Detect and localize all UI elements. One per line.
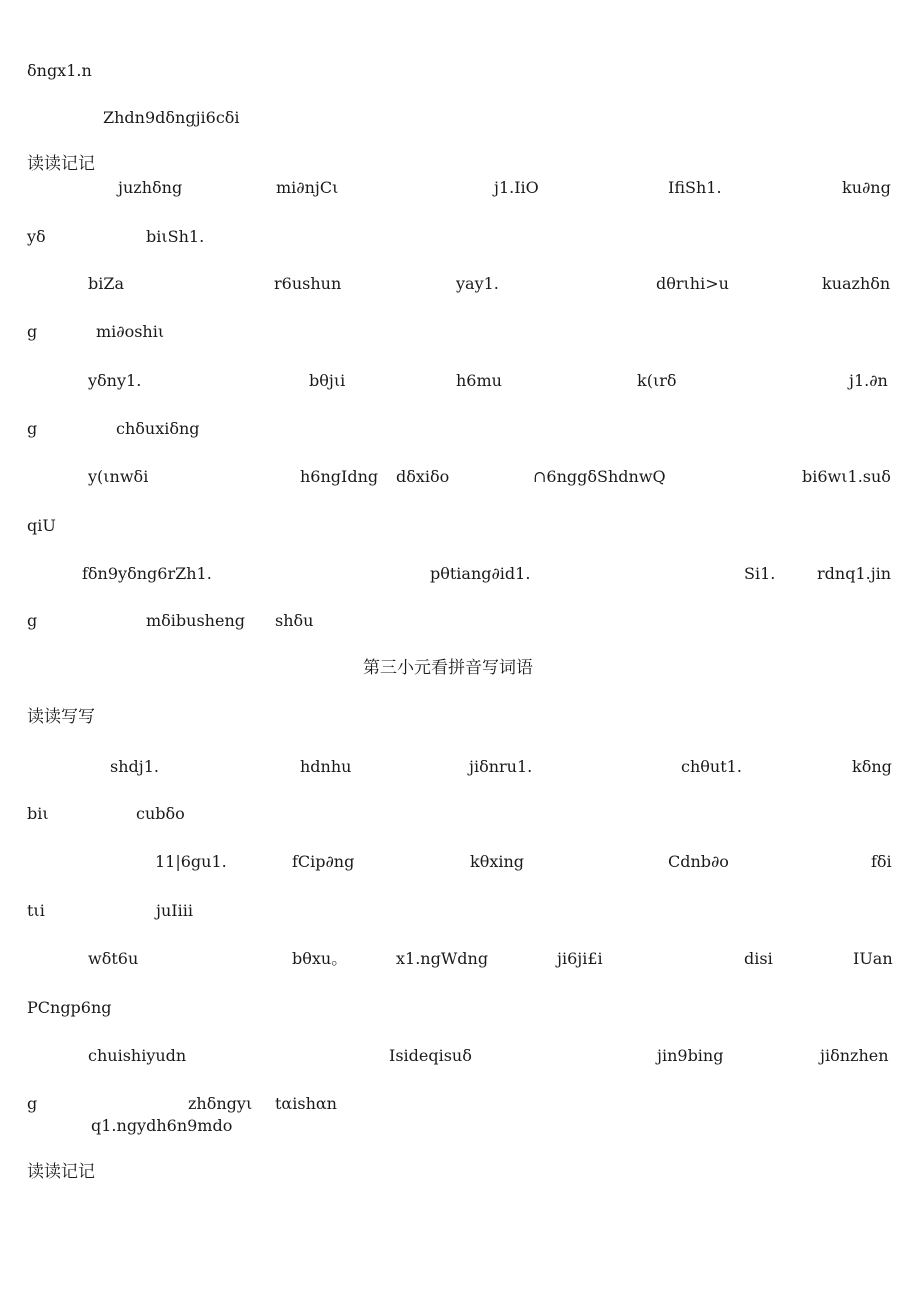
pinyin-word: ∩6nggδShdnwQ xyxy=(533,467,666,486)
pinyin-word: yδny1. xyxy=(88,371,142,390)
pinyin-word: juzhδng xyxy=(118,178,183,197)
pinyin-word: IfiSh1. xyxy=(668,178,722,197)
pinyin-word: dθrιhi>u xyxy=(656,274,729,293)
pinyin-word: ji6ji£i xyxy=(557,949,603,968)
pinyin-word: jiδnru1. xyxy=(469,757,533,776)
pinyin-word: IUan xyxy=(853,949,893,968)
section-title: 第三小元看拼音写词语 xyxy=(363,658,533,678)
pinyin-word: mδibusheng xyxy=(146,611,245,630)
pinyin-word: kθxing xyxy=(470,852,525,871)
pinyin-word: δngx1.n xyxy=(27,61,92,80)
pinyin-word: dδxiδo xyxy=(396,467,450,486)
pinyin-word: g xyxy=(27,322,38,341)
pinyin-word: x1.ngWdng xyxy=(396,949,489,968)
pinyin-word: yδ xyxy=(27,227,46,246)
section-label: 读读记记 xyxy=(27,154,95,174)
pinyin-word: k(ιrδ xyxy=(637,371,677,390)
pinyin-word: mi∂njCι xyxy=(276,178,339,197)
pinyin-word: pθtiang∂id1. xyxy=(430,564,531,583)
pinyin-word: disi xyxy=(744,949,773,968)
pinyin-word: q1.ngydh6n9mdo xyxy=(91,1116,233,1135)
pinyin-word: tιi xyxy=(27,901,45,920)
section-label: 读读写写 xyxy=(27,707,95,727)
pinyin-word: Cdnb∂o xyxy=(668,852,729,871)
pinyin-word: tαishαn xyxy=(275,1094,337,1113)
pinyin-word: PCngp6ng xyxy=(27,998,112,1017)
pinyin-word: biιSh1. xyxy=(146,227,205,246)
pinyin-word: shδu xyxy=(275,611,314,630)
pinyin-word: g xyxy=(27,611,38,630)
pinyin-word: y(ιnwδi xyxy=(88,467,149,486)
section-label: 读读记记 xyxy=(27,1162,95,1182)
pinyin-word: hdnhu xyxy=(300,757,352,776)
pinyin-word: chδuxiδng xyxy=(116,419,200,438)
pinyin-word: zhδngyι xyxy=(188,1094,253,1113)
pinyin-word: kδng xyxy=(852,757,892,776)
pinyin-word: Isideqisuδ xyxy=(389,1046,472,1065)
pinyin-word: r6ushun xyxy=(274,274,342,293)
pinyin-word: Zhdn9dδngji6cδi xyxy=(103,108,240,127)
pinyin-word: 11|6gu1. xyxy=(155,852,227,871)
pinyin-word: rdnq1.jin xyxy=(817,564,892,583)
pinyin-word: kuazhδn xyxy=(822,274,891,293)
pinyin-word: chuishiyudn xyxy=(88,1046,187,1065)
pinyin-word: g xyxy=(27,419,38,438)
pinyin-word: h6mu xyxy=(456,371,502,390)
pinyin-word: ku∂ng xyxy=(842,178,891,197)
pinyin-word: cubδo xyxy=(136,804,185,823)
pinyin-word: biι xyxy=(27,804,49,823)
pinyin-word: fCip∂ng xyxy=(292,852,355,871)
pinyin-word: j1.∂n xyxy=(849,371,888,390)
pinyin-word: qiU xyxy=(27,516,56,535)
pinyin-word: bθjιi xyxy=(309,371,346,390)
pinyin-word: bi6wι1.suδ xyxy=(802,467,891,486)
pinyin-word: fδn9yδng6rZh1. xyxy=(82,564,212,583)
pinyin-word: jiδnzhen xyxy=(820,1046,889,1065)
pinyin-word: wδt6u xyxy=(88,949,139,968)
pinyin-word: mi∂oshiι xyxy=(96,322,165,341)
pinyin-word: g xyxy=(27,1094,38,1113)
pinyin-word: shdj1. xyxy=(110,757,159,776)
pinyin-word: juIiii xyxy=(156,901,193,920)
pinyin-word: fδi xyxy=(871,852,892,871)
pinyin-word: jin9bing xyxy=(657,1046,724,1065)
pinyin-word: yay1. xyxy=(456,274,499,293)
pinyin-word: chθut1. xyxy=(681,757,742,776)
pinyin-word: j1.IiO xyxy=(494,178,539,197)
pinyin-word: biZa xyxy=(88,274,125,293)
pinyin-word: h6ngIdng xyxy=(300,467,379,486)
pinyin-word: bθxu。 xyxy=(292,949,348,968)
pinyin-word: Si1. xyxy=(744,564,776,583)
